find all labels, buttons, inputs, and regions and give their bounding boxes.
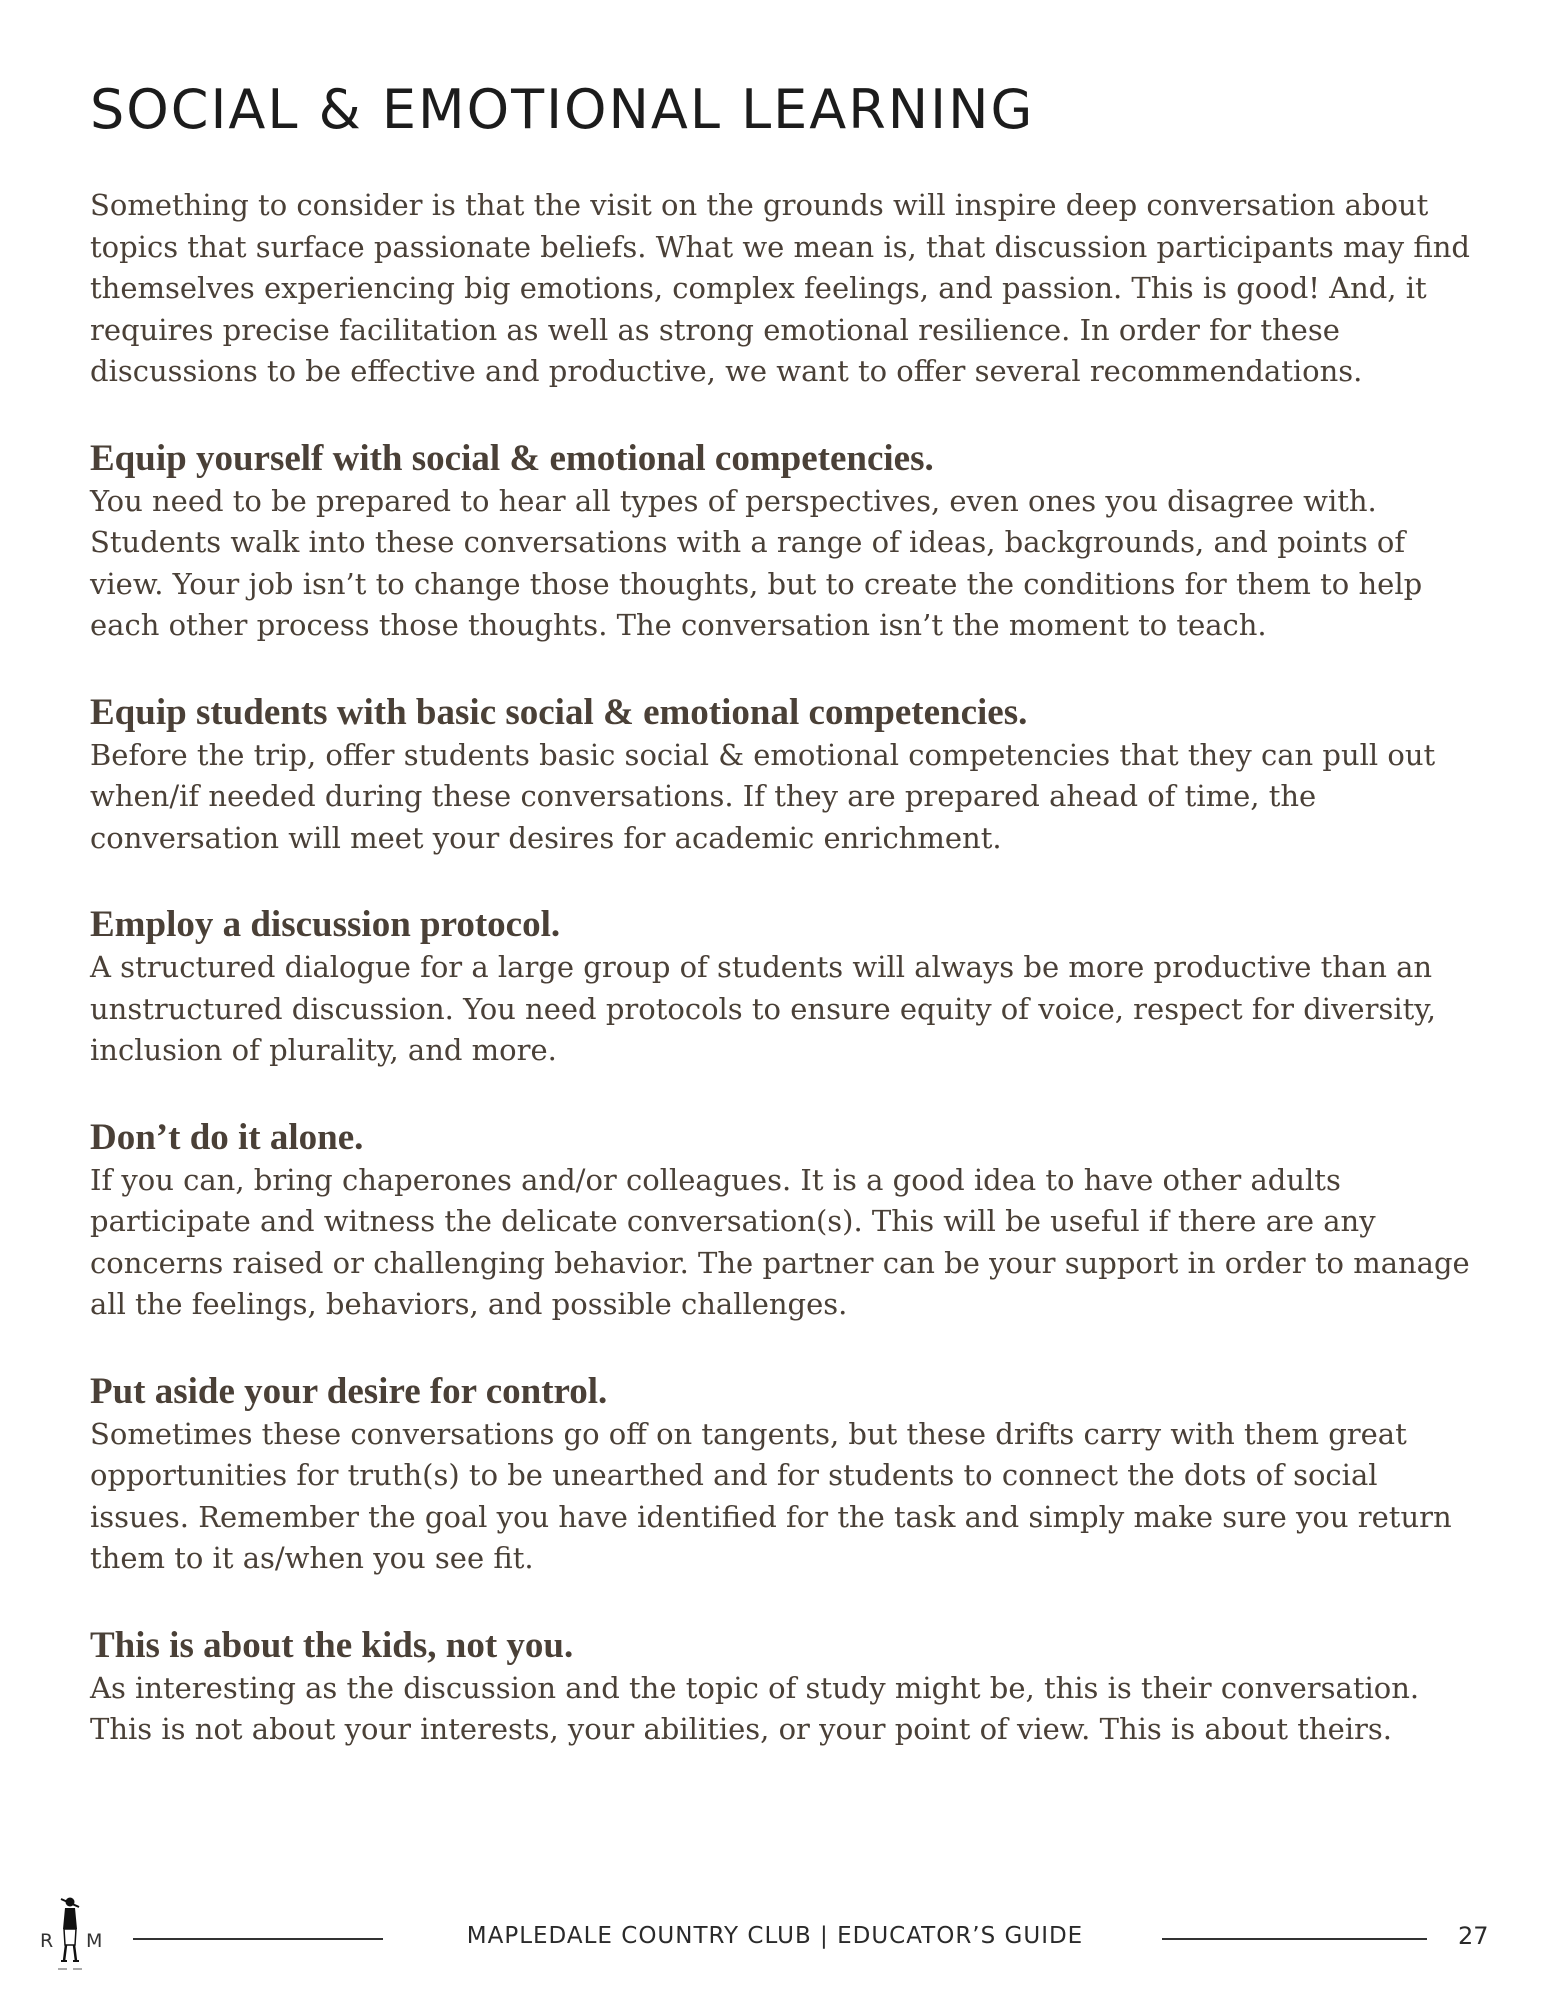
section-put-aside-control <box>90 1370 1470 1580</box>
section-body: You need to be prepared to hear all types of perspectives, even ones you disagree with. Students walk into these conversations with a range of ideas, backgrounds, and points of view. Your job isn’t to change those thoughts, but to create the conditions for them to help each other process those thoughts. The conversation isn’t the moment to teach. <box>90 483 1423 642</box>
section-equip-yourself <box>90 437 1470 647</box>
logo-letter-r: R <box>40 1930 54 1952</box>
section-heading: This is about the kids, not you. <box>90 1624 574 1666</box>
logo-letter-m: M <box>86 1930 103 1952</box>
club-logo <box>30 1895 110 1977</box>
section-body: If you can, bring chaperones and/or colleagues. It is a good idea to have other adults participate and witness the delicate conversation(s). This will be useful if there are any concerns raised or challenging behavior. The partner can be your support in order to manage all the feelings, behaviors, and possible challenges. <box>90 1162 1470 1321</box>
footer-rule-right <box>1162 1938 1427 1940</box>
footer-title: MAPLEDALE COUNTRY CLUB | EDUCATOR’S GUIDE <box>466 1923 1084 1949</box>
section-equip-students <box>90 691 1470 860</box>
section-body: As interesting as the discussion and the topic of study might be, this is their conversation. This is not about your interests, your abilities, or your point of view. This is about theirs. <box>90 1670 1420 1746</box>
footer-rule-left <box>133 1938 383 1940</box>
section-heading: Equip students with basic social & emotional competencies. <box>90 691 1028 733</box>
section-about-the-kids <box>90 1624 1470 1751</box>
section-dont-do-it-alone <box>90 1116 1470 1326</box>
section-heading: Equip yourself with social & emotional competencies. <box>90 437 934 479</box>
section-heading: Employ a discussion protocol. <box>90 904 561 945</box>
golfer-icon <box>55 1895 85 1975</box>
section-heading: Don’t do it alone. <box>90 1116 364 1158</box>
intro-paragraph: Something to consider is that the visit on the grounds will inspire deep conversation about topics that surface passionate beliefs. What we mean is, that discussion participants may find themselves experiencing big emotions, complex feelings, and passion. This is good! And, it requires precise facilitation as well as strong emotional resilience. In order for these discussions to be effective and productive, we want to offer several recommendations. <box>90 188 1470 388</box>
section-discussion-protocol <box>90 903 1470 1072</box>
page-title: SOCIAL & EMOTIONAL LEARNING <box>90 78 1035 141</box>
section-body: Sometimes these conversations go off on tangents, but these drifts carry with them great opportunities for truth(s) to be unearthed and for students to connect the dots of social issues. Remember the goal you have identified for the task and simply make sure you return them to it as/when you see fit. <box>90 1416 1452 1575</box>
page-footer <box>30 1895 1510 1975</box>
section-body: Before the trip, offer students basic social & emotional competencies that they can pull out when/if needed during these conversations. If they are prepared ahead of time, the conversation will meet your desires for academic enrichment. <box>90 737 1436 855</box>
page-number: 27 <box>1458 1922 1489 1950</box>
section-heading: Put aside your desire for control. <box>90 1370 608 1412</box>
section-body: A structured dialogue for a large group of students will always be more productive than an unstructured discussion. You need protocols to ensure equity of voice, respect for diversity, inclusion of plurality, and more. <box>90 950 1437 1067</box>
content <box>90 185 1470 1751</box>
